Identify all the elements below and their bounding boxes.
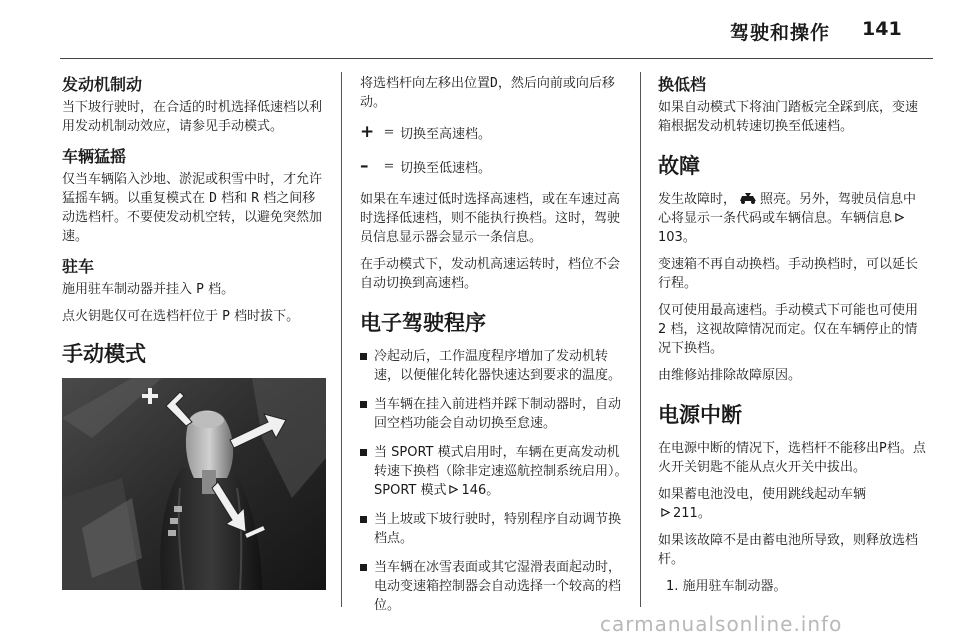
electronic-programs-heading: 电子驾驶程序 (360, 311, 486, 335)
power-interruption-heading: 电源中断 (658, 403, 742, 427)
list-item (360, 558, 628, 615)
rocking-text-1: 仅当车辆陷入沙地、淤泥或积雪中时，才允许猛摇车辆。以重复模式在 (62, 172, 323, 206)
column-2 (360, 74, 628, 625)
fault-text-2: 变速箱不再自动换档。手动换档时，可以延长行程。 (658, 257, 919, 291)
page-number: 141 (862, 18, 902, 40)
no-auto-upshift-text: 在手动模式下，发动机高速运转时，档位不会自动切换到高速档。 (360, 257, 621, 291)
gear-shifter-illustration (62, 378, 326, 590)
kickdown-text: 如果自动模式下将油门踏板完全踩到底，变速箱根据发动机转速切换至低速档。 (658, 100, 919, 134)
column-divider-1 (341, 72, 342, 607)
bullet-text: 冷起动后，工作温度程序增加了发动机转速，以便催化转化器快速达到要求的温度。 (374, 349, 622, 383)
gear-p-label-2: P (222, 309, 230, 324)
gear-up-label: 切换至高速档。 (400, 126, 492, 142)
page-reference-icon (661, 508, 670, 517)
fault-ref: 103。 (658, 230, 696, 245)
manual-intro-1: 将选档杆向左移出位置 (360, 76, 491, 91)
gear-up-row (360, 122, 628, 142)
power-text-1a: 在电源中断的情况下，选档杆不能移出 (658, 441, 880, 456)
parking-text-2b: 档时拔下。 (234, 309, 300, 324)
car-warning-icon (738, 192, 758, 204)
rocking-text (62, 170, 327, 246)
plus-icon: + (360, 122, 375, 142)
column-1 (62, 74, 327, 590)
bullet-icon (360, 516, 367, 523)
parking-text-2 (62, 307, 327, 326)
bullet-ref: 146。 (461, 483, 500, 498)
page-reference-icon (895, 213, 904, 222)
rocking-heading: 车辆猛摇 (62, 147, 127, 166)
fault-text-1a: 发生故障时， (658, 192, 737, 207)
bullet-text: 当 SPORT 模式启用时，车辆在更高发动机转速下换档（除非定速巡航控制系统启用）。SPORT 模式 (374, 445, 628, 498)
step-1: 1. 施用驻车制动器。 (666, 579, 787, 594)
power-text-2a: 如果蓄电池没电，使用跳线起动车辆 (658, 487, 867, 502)
shift-restriction-text: 如果在车速过低时选择高速档，或在车速过高时选择低速档，则不能执行换档。这时，驾驶员信息显示器会显示一条信息。 (360, 192, 621, 245)
bullet-text: 当上坡或下坡行驶时，特别程序自动调节换档点。 (374, 512, 622, 546)
rocking-text-2: 档和 (221, 191, 248, 206)
gear-p-label-3: P (879, 441, 887, 456)
minus-icon: – (360, 156, 369, 176)
watermark: carmanualsonline.info (600, 612, 843, 636)
gear-down-row (360, 156, 628, 176)
electronic-programs-list (360, 347, 628, 615)
list-item (360, 443, 628, 500)
gear-p-label: P (196, 282, 204, 297)
gear-r-label: R (251, 191, 260, 206)
bullet-icon (360, 564, 367, 571)
power-text-1b: 档。点火开关钥匙不能从点火开关中拔出。 (658, 441, 926, 475)
column-divider-2 (640, 72, 641, 607)
engine-braking-text: 当下坡行驶时，在合适的时机选择低速档以利用发动机制动效应，请参见手动模式。 (62, 100, 323, 134)
equals-sign: = (383, 124, 395, 140)
gear-shifter-photo (62, 378, 326, 590)
power-ref: 211。 (673, 506, 711, 521)
kickdown-heading: 换低档 (658, 75, 707, 94)
bullet-icon (360, 449, 367, 456)
gear-down-label: 切换至低速档。 (400, 160, 492, 176)
column-3 (658, 74, 928, 604)
power-text-1 (658, 439, 928, 477)
parking-text-1a: 施用驻车制动器并挂入 (62, 282, 193, 297)
power-text-3: 如果该故障不是由蓄电池所导致，则释放选档杆。 (658, 533, 919, 567)
parking-text-1b: 档。 (208, 282, 235, 297)
engine-braking-heading: 发动机制动 (62, 75, 143, 94)
parking-text-1 (62, 280, 327, 299)
header-title: 驾驶和操作 (729, 22, 830, 44)
list-item (360, 510, 628, 548)
fault-text-1b: 照亮。另外，驾驶员信息中心将显示一条代码或车辆信息。车辆信息 (658, 192, 917, 226)
manual-intro-2: ，然后向前或向后移动。 (360, 76, 615, 110)
bullet-icon (360, 401, 367, 408)
fault-heading: 故障 (658, 154, 700, 178)
manual-mode-heading: 手动模式 (62, 342, 146, 366)
parking-heading: 驻车 (62, 257, 95, 276)
power-text-2 (658, 485, 928, 523)
list-item (360, 395, 628, 433)
fault-text-3: 仅可使用最高速档。手动模式下可能也可使用 2 档，这视故障情况而定。仅在车辆停止的情况下换档。 (658, 303, 919, 356)
rocking-text-3: 档之间移动选档杆。不要使发动机空转，以避免突然加速。 (62, 191, 323, 244)
bullet-text: 当车辆在挂入前进档并踩下制动器时，自动回空档功能会自动切换至怠速。 (374, 397, 622, 431)
fault-text-4: 由维修站排除故障原因。 (658, 368, 802, 383)
fault-text-1 (658, 190, 928, 247)
parking-text-2a: 点火钥匙仅可在选档杆位于 (62, 309, 219, 324)
gear-d-label-2: D (490, 76, 498, 91)
list-item (360, 347, 628, 385)
header-divider (60, 58, 933, 59)
page-reference-icon (449, 485, 458, 494)
bullet-text: 当车辆在冰雪表面或其它湿滑表面起动时，电动变速箱控制器会自动选择一个较高的档位。 (374, 560, 622, 613)
equals-sign: = (383, 158, 395, 174)
bullet-icon (360, 353, 367, 360)
gear-d-label: D (209, 191, 217, 206)
manual-mode-intro (360, 74, 628, 112)
